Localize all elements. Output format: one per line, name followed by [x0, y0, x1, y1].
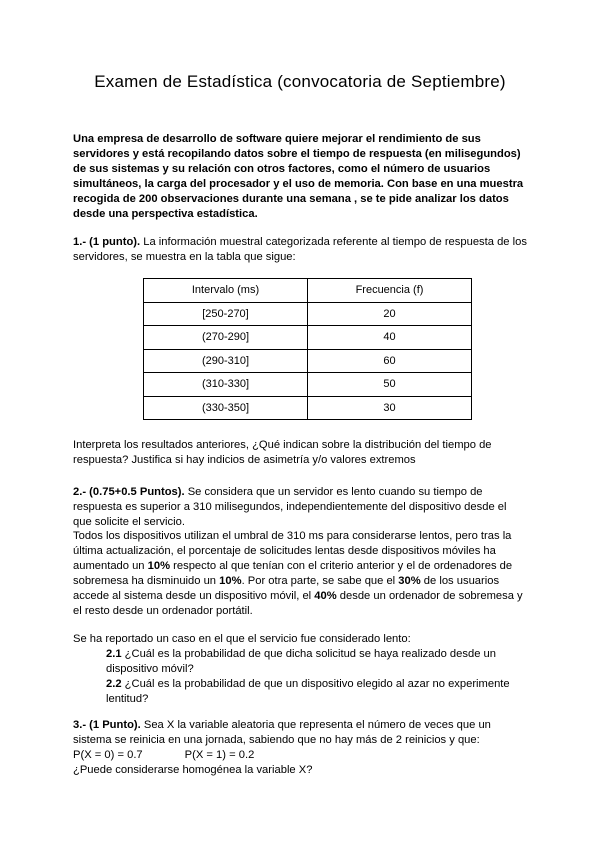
percentage-value: 10% — [219, 575, 242, 587]
paragraph-text: Todos los dispositivos utilizan el umbral de 310 ms para considerarse lentos, pero tras la última actualización, el porcentaje de solicitudes lentas desde dispositivos móviles ha aumentado un — [73, 530, 512, 572]
paragraph-text: . Por otra parte, se sabe que el — [241, 575, 399, 587]
question-2-text: Se considera que un servidor es lento cuando su tiempo de respuesta es superior a 310 milisegundos, independientemente del dispositivo desde el que solicite el servicio. — [73, 486, 507, 528]
question-1-text: La información muestral categorizada referente al tiempo de respuesta de los servidores, se muestra en la tabla que sigue: — [73, 236, 527, 263]
table-header-cell: Intervalo (ms) — [144, 279, 308, 303]
page-title: Examen de Estadística (convocatoria de Septiembre) — [94, 72, 506, 91]
table-cell: 50 — [308, 373, 472, 397]
probability-line — [73, 748, 528, 763]
percentage-value: 10% — [147, 560, 171, 572]
question-2 — [73, 485, 528, 530]
table-cell: 60 — [308, 349, 472, 373]
table-row — [144, 302, 472, 326]
table-cell: 30 — [308, 396, 472, 420]
question-3-final: ¿Puede considerarse homogénea la variable X? — [73, 764, 313, 776]
probability-x1: P(X = 1) = 0.2 — [184, 749, 255, 761]
table-cell: (290-310] — [144, 349, 308, 373]
question-2-label: 2.- (0.75+0.5 Puntos). — [73, 486, 185, 498]
table-cell: (330-350] — [144, 396, 308, 420]
table-cell: [250-270] — [144, 302, 308, 326]
probability-x0: P(X = 0) = 0.7 — [73, 749, 143, 761]
table-header-row — [144, 279, 472, 303]
question-1-followup: Interpreta los resultados anteriores, ¿Qué indican sobre la distribución del tiempo de respuesta? Justifica si hay indicios de asimetría y/o valores extremos — [73, 439, 492, 466]
subquestion-2-1 — [73, 647, 528, 677]
table-cell: 40 — [308, 326, 472, 350]
subquestion-text: ¿Cuál es la probabilidad de que dicha solicitud se haya realizado desde un dispositivo móvil? — [106, 648, 496, 675]
table-cell: 20 — [308, 302, 472, 326]
question-3 — [73, 718, 528, 748]
frequency-table — [143, 278, 472, 420]
table-header-cell: Frecuencia (f) — [308, 279, 472, 303]
table-cell: (270-290] — [144, 326, 308, 350]
table-cell: (310-330] — [144, 373, 308, 397]
question-2-reported — [73, 632, 528, 677]
subquestion-text: ¿Cuál es la probabilidad de que un dispositivo elegido al azar no experimente lentitud? — [106, 678, 510, 705]
subquestion-2-2 — [73, 677, 528, 707]
percentage-value: 40% — [314, 590, 337, 602]
paragraph-text: de los usuarios accede al sistema desde un dispositivo móvil, el — [73, 575, 500, 602]
paragraph-text: respecto al que tenían con el criterio anterior y el de ordenadores de sobremesa ha disminuido un — [73, 560, 513, 587]
question-1-label: 1.- (1 punto). — [73, 236, 141, 248]
table-row — [144, 349, 472, 373]
subquestion-label: 2.2 — [106, 678, 122, 690]
reported-text: Se ha reportado un caso en el que el servicio fue considerado lento: — [73, 633, 411, 645]
table-row — [144, 396, 472, 420]
subquestion-label: 2.1 — [106, 648, 122, 660]
question-3-label: 3.- (1 Punto). — [73, 719, 141, 731]
intro-paragraph: Una empresa de desarrollo de software quiere mejorar el rendimiento de sus servidores y está recopilando datos sobre el tiempo de respuesta (en milisegundos) de sus sistemas y su relación con otros factores, como el número de usuarios simultáneos, la carga del procesador y el uso de memoria. Con base en una muestra recogida de 200 observaciones durante una semana , se te pide analizar los datos desde una perspectiva estadística. — [73, 133, 524, 220]
question-3-text: Sea X la variable aleatoria que representa el número de veces que un sistema se reinicia en una jornada, sabiendo que no hay más de 2 reinicios y que: — [73, 719, 491, 746]
table-row — [144, 373, 472, 397]
percentage-value: 30% — [398, 575, 421, 587]
question-1 — [73, 235, 528, 265]
table-row — [144, 326, 472, 350]
question-2-paragraph — [73, 529, 528, 619]
paragraph-text: desde un ordenador de sobremesa y el resto desde un ordenador portátil. — [73, 590, 523, 617]
